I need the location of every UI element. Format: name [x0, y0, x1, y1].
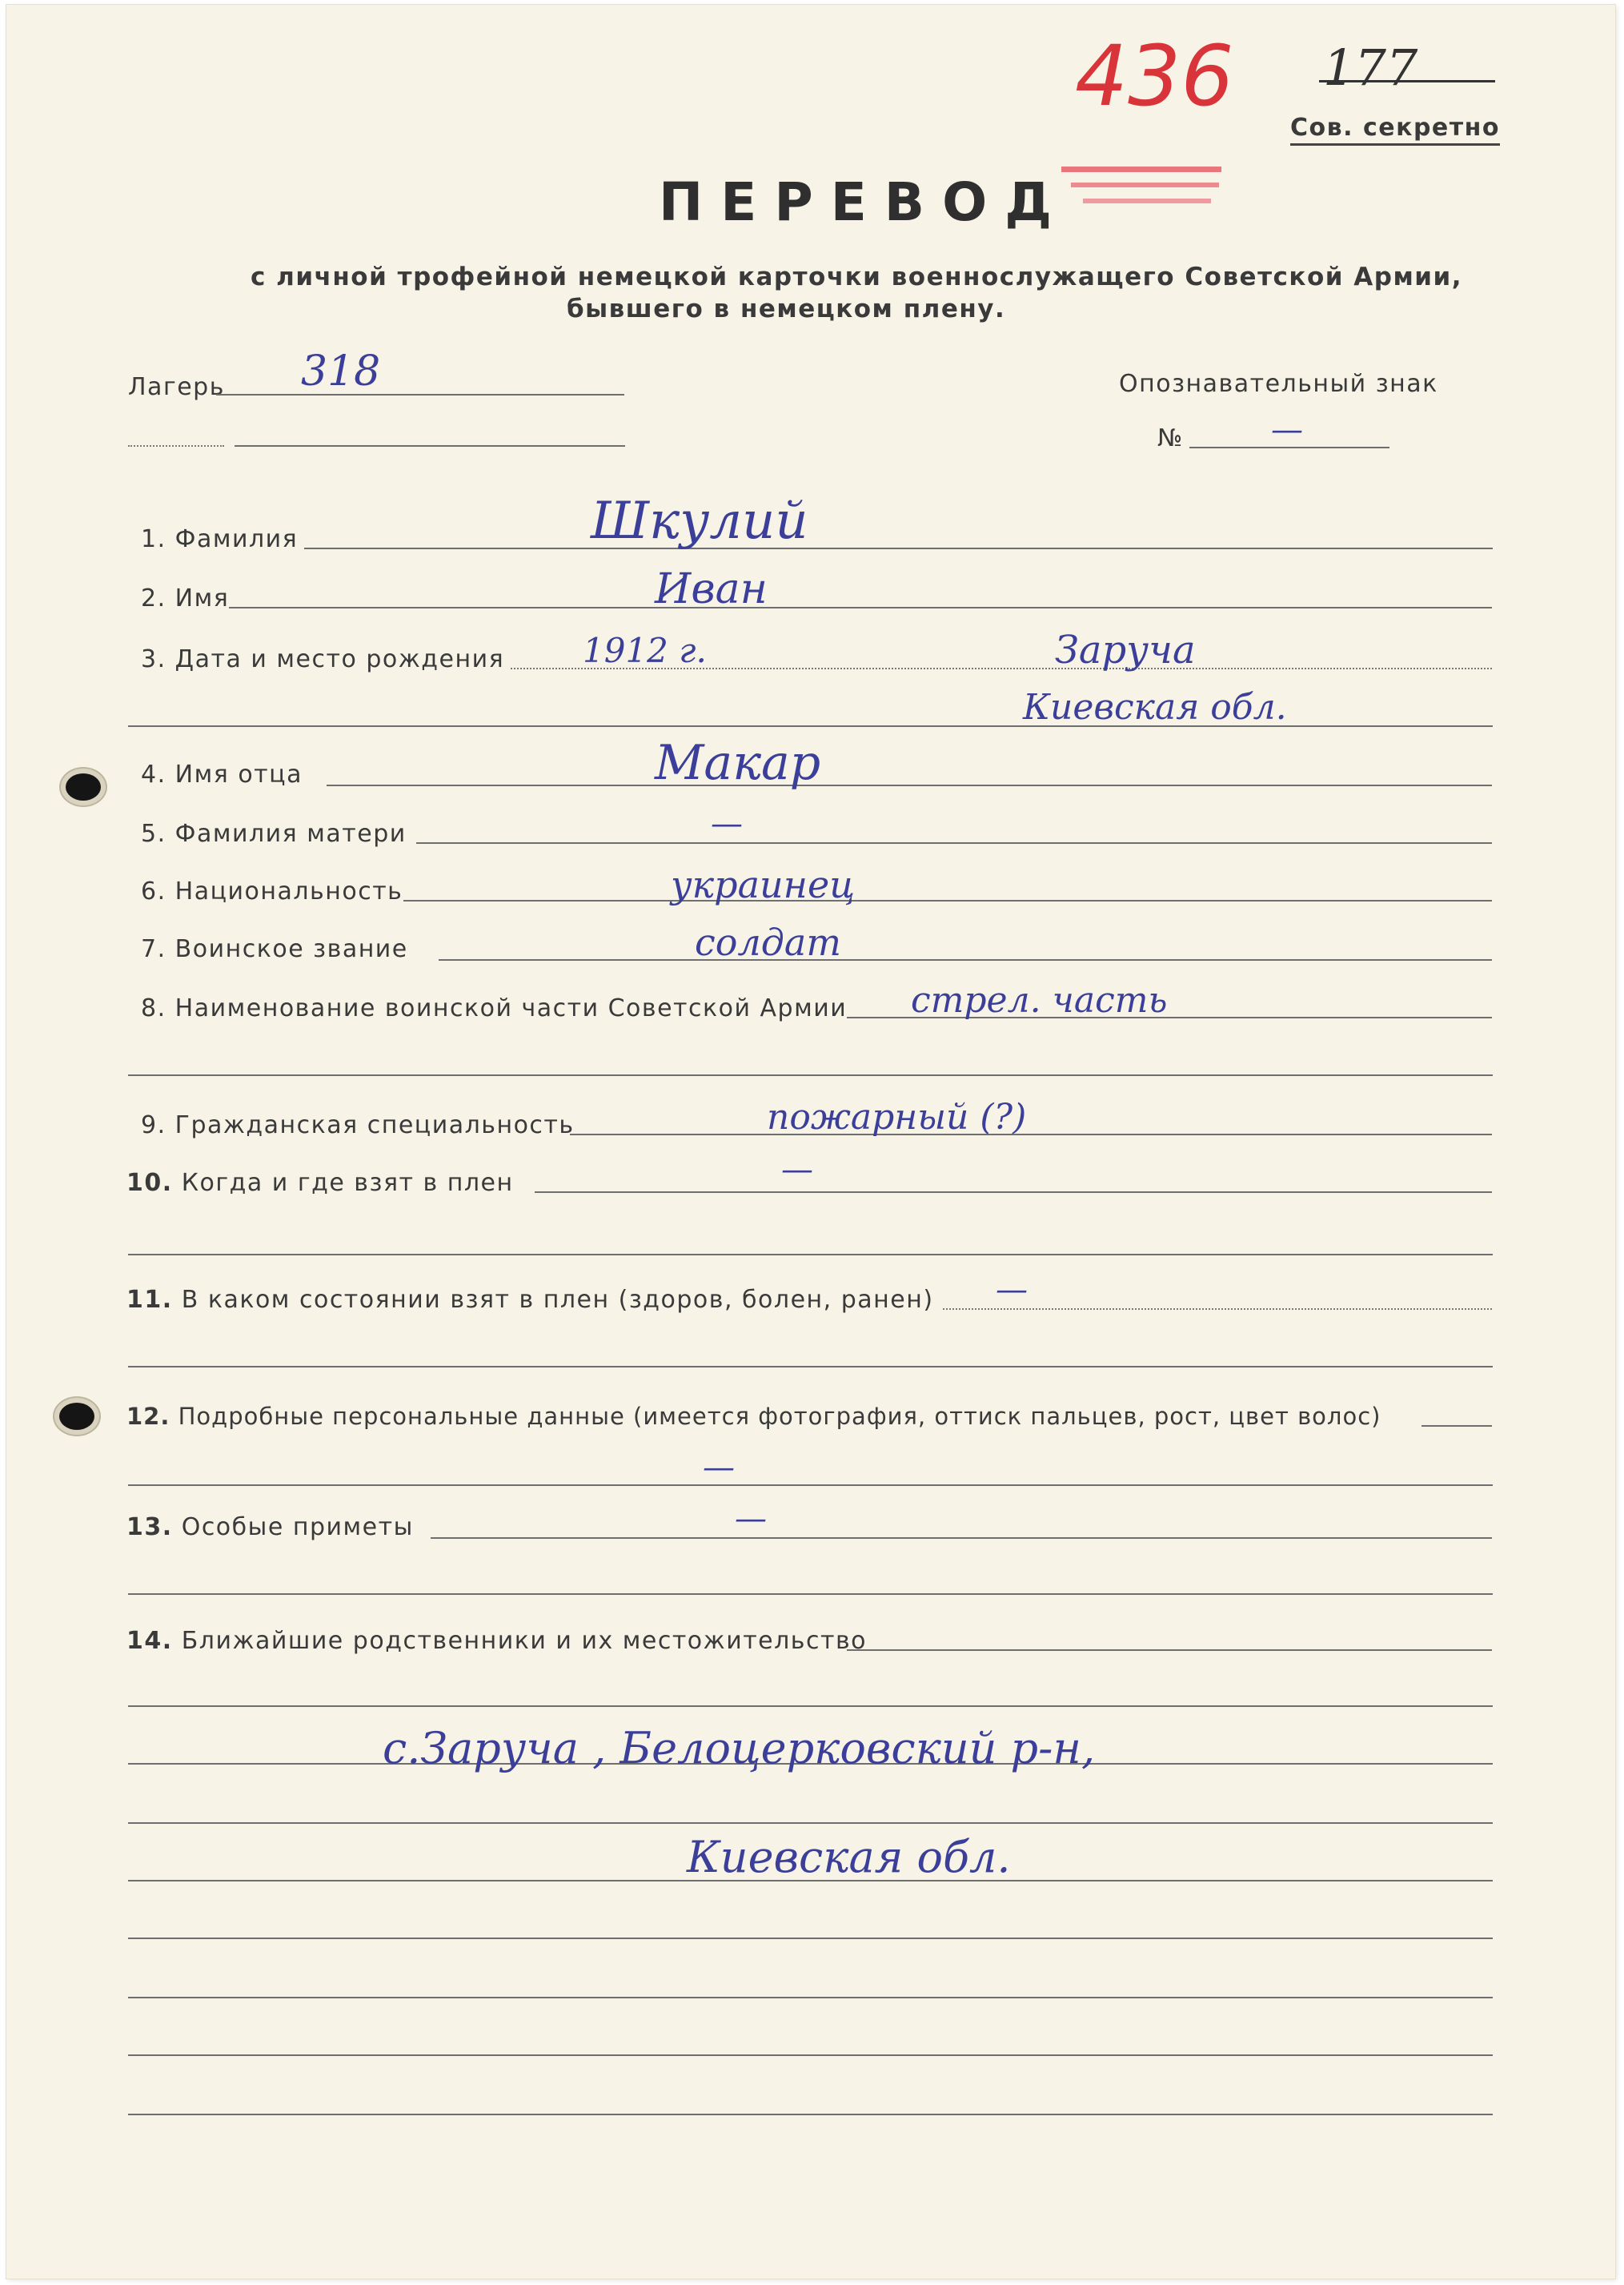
field-3-label	[141, 645, 504, 673]
field-9-line	[570, 1134, 1492, 1135]
document-title: ПЕРЕВОД	[659, 171, 1069, 233]
field-12-value: —	[703, 1449, 735, 1486]
field-10-text: Когда и где взят в плен	[181, 1169, 514, 1197]
field-12-label	[126, 1403, 1381, 1430]
field-8-label	[141, 994, 847, 1022]
field-1-label	[141, 525, 298, 553]
field-14-value-line1: с.Заруча , Белоцерковский р-н,	[383, 1723, 1096, 1773]
field-8-text: Наименование воинской части Советской Армии	[174, 994, 848, 1022]
field-7-number: 7.	[141, 935, 166, 963]
red-strike-line	[1061, 167, 1221, 172]
field-9-text: Гражданская специальность	[174, 1111, 575, 1139]
field-13-line	[431, 1537, 1492, 1539]
document-subtitle-line2: бывшего в немецком плену.	[567, 295, 1006, 323]
field-2-number: 2.	[141, 584, 166, 612]
field-6-text: Национальность	[174, 877, 403, 906]
field-14-line-8	[128, 2054, 1493, 2056]
form-sheet	[6, 5, 1615, 2279]
field-9-number: 9.	[141, 1111, 166, 1139]
field-13-line-2	[128, 1593, 1493, 1595]
document-subtitle-line1: с личной трофейной немецкой карточки военнослужащего Советской Армии,	[251, 263, 1463, 291]
field-13-label	[126, 1513, 414, 1541]
field-2-label	[141, 584, 229, 612]
field-5-value: —	[711, 805, 743, 842]
classification-stamp: Сов. секретно	[1290, 114, 1500, 146]
field-11-number: 11.	[126, 1286, 173, 1314]
field-1-value: Шкулий	[591, 492, 808, 551]
camp-extra-line	[128, 445, 224, 447]
field-10-label	[126, 1169, 514, 1197]
field-10-line	[535, 1191, 1492, 1193]
field-3-line-2	[128, 725, 1493, 727]
field-5-number: 5.	[141, 820, 166, 848]
field-1-text: Фамилия	[174, 525, 299, 553]
camp-label: Лагерь	[128, 373, 225, 401]
archive-number-red: 436	[1075, 27, 1234, 125]
id-tag-value: —	[1271, 412, 1303, 448]
field-11-line	[943, 1308, 1492, 1310]
field-10-number: 10.	[126, 1169, 173, 1197]
field-14-label	[126, 1627, 867, 1655]
field-6-value: украинец	[671, 863, 856, 906]
field-13-value: —	[735, 1500, 767, 1537]
field-4-value: Макар	[655, 735, 821, 791]
field-1-number: 1.	[141, 525, 166, 553]
id-tag-label: Опознавательный знак	[1119, 370, 1438, 398]
field-11-line-2	[128, 1366, 1493, 1367]
field-14-line-6	[128, 1938, 1493, 1939]
field-10-value: —	[781, 1151, 813, 1188]
field-3-region: Киевская обл.	[1023, 687, 1287, 728]
field-8-value: стрел. часть	[911, 980, 1168, 1021]
field-7-value: солдат	[695, 921, 841, 964]
field-3-text: Дата и место рождения	[174, 645, 505, 673]
field-14-line-4	[128, 1822, 1493, 1824]
field-9-value: пожарный (?)	[767, 1097, 1027, 1138]
punch-hole-bottom	[59, 1403, 94, 1430]
field-8-number: 8.	[141, 994, 166, 1022]
camp-extra-line	[235, 445, 625, 447]
field-2-text: Имя	[174, 584, 230, 612]
field-11-value: —	[996, 1271, 1028, 1308]
field-13-text: Особые приметы	[181, 1513, 414, 1541]
field-2-line	[229, 607, 1492, 608]
red-strike-line	[1083, 199, 1211, 203]
field-14-line-7	[128, 1997, 1493, 1998]
field-9-label	[141, 1111, 575, 1139]
field-12-line	[1422, 1425, 1492, 1427]
red-strike-line	[1071, 183, 1219, 187]
field-3-place: Заруча	[1055, 628, 1196, 673]
archive-number-strike	[1319, 80, 1495, 82]
punch-hole-top	[66, 773, 101, 801]
field-5-line	[416, 842, 1492, 844]
field-10-line-2	[128, 1254, 1493, 1255]
field-5-label	[141, 820, 407, 848]
field-1-line	[304, 548, 1493, 549]
field-7-label	[141, 935, 408, 963]
field-4-text: Имя отца	[174, 761, 303, 789]
field-3-number: 3.	[141, 645, 166, 673]
field-6-line	[403, 900, 1492, 902]
field-3-date: 1912 г.	[583, 631, 707, 670]
field-2-value: Иван	[655, 565, 768, 613]
field-12-line-2	[128, 1484, 1493, 1486]
id-tag-number-label: №	[1157, 424, 1184, 452]
field-12-text: Подробные персональные данные (имеется фотография, оттиск пальцев, рост, цвет волос)	[178, 1403, 1381, 1430]
field-12-number: 12.	[126, 1403, 170, 1430]
field-4-number: 4.	[141, 761, 166, 789]
field-7-text: Воинское звание	[174, 935, 408, 963]
field-6-number: 6.	[141, 877, 166, 906]
field-14-line	[847, 1649, 1492, 1651]
field-5-text: Фамилия матери	[174, 820, 407, 848]
field-14-line-9	[128, 2114, 1493, 2115]
field-13-number: 13.	[126, 1513, 173, 1541]
field-4-label	[141, 761, 303, 789]
field-7-line	[439, 959, 1492, 961]
field-14-line-2	[128, 1705, 1493, 1707]
field-11-text: В каком состоянии взят в плен (здоров, болен, ранен)	[181, 1286, 934, 1314]
archive-number-handwritten: 177	[1323, 38, 1418, 97]
field-4-line	[327, 785, 1492, 786]
field-14-number: 14.	[126, 1627, 173, 1655]
field-6-label	[141, 877, 403, 906]
field-14-text: Ближайшие родственники и их местожительство	[181, 1627, 867, 1655]
camp-value: 318	[301, 347, 381, 396]
field-11-label	[126, 1286, 934, 1314]
field-8-line-2	[128, 1074, 1493, 1076]
field-14-value-line2: Киевская обл.	[687, 1832, 1011, 1882]
camp-underline	[216, 394, 624, 396]
